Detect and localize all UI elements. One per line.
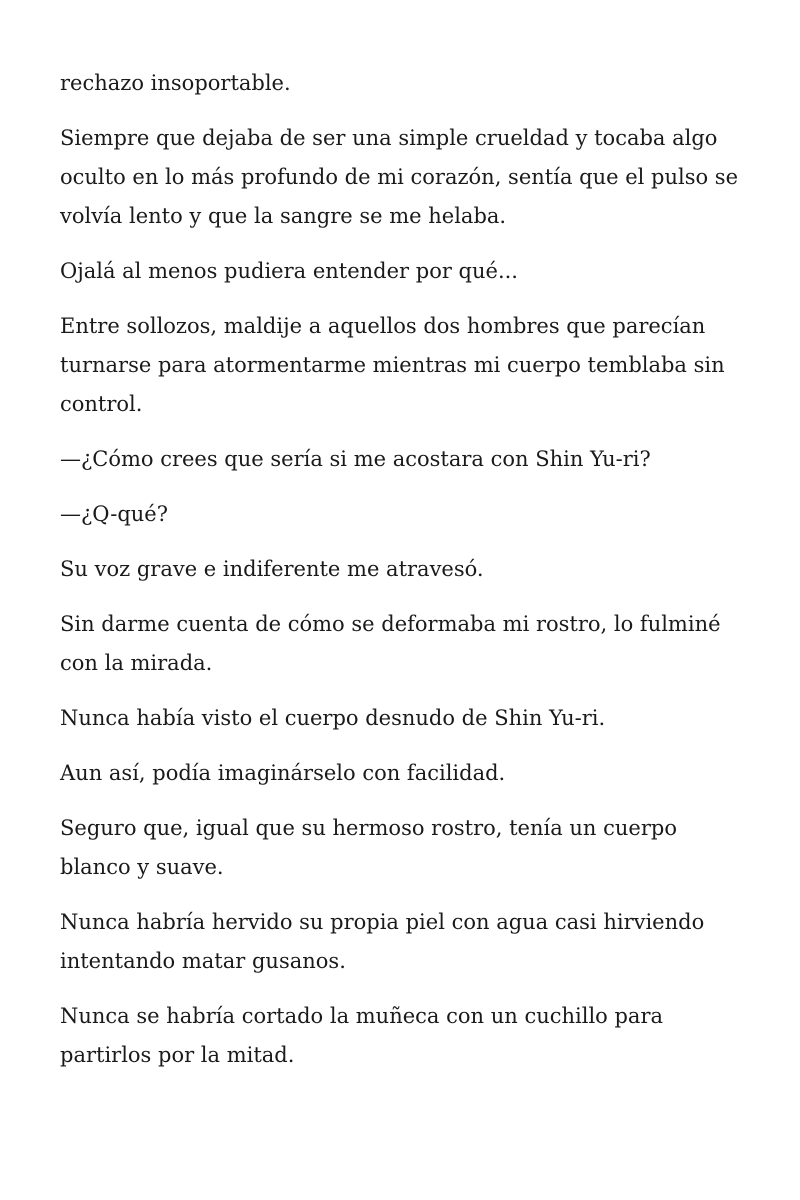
- paragraph: Sin darme cuenta de cómo se deformaba mi rostro, lo fulminé con la mirada.: [60, 612, 721, 675]
- paragraph: Seguro que, igual que su hermoso rostro, tenía un cuerpo blanco y suave.: [60, 816, 677, 879]
- paragraph: Aun así, podía imaginárselo con facilidad.: [60, 761, 506, 785]
- paragraph: Siempre que dejaba de ser una simple crueldad y tocaba algo oculto en lo más profundo de mi corazón, sentía que el pulso se volvía lento y que la sangre se me helaba.: [60, 126, 739, 228]
- paragraph: Nunca se habría cortado la muñeca con un cuchillo para partirlos por la mitad.: [60, 1004, 664, 1067]
- page-text: [60, 64, 750, 1091]
- paragraph: Nunca había visto el cuerpo desnudo de Shin Yu-ri.: [60, 706, 606, 730]
- paragraph: Entre sollozos, maldije a aquellos dos hombres que parecían turnarse para atormentarme mientras mi cuerpo temblaba sin control.: [60, 314, 725, 416]
- paragraph: Su voz grave e indiferente me atravesó.: [60, 557, 484, 581]
- dialogue-line: —¿Q-qué?: [60, 502, 168, 526]
- paragraph: Nunca habría hervido su propia piel con agua casi hirviendo intentando matar gusanos.: [60, 910, 705, 973]
- paragraph: rechazo insoportable.: [60, 71, 291, 95]
- paragraph: Ojalá al menos pudiera entender por qué...: [60, 259, 518, 283]
- dialogue-line: —¿Cómo crees que sería si me acostara con Shin Yu-ri?: [60, 447, 651, 471]
